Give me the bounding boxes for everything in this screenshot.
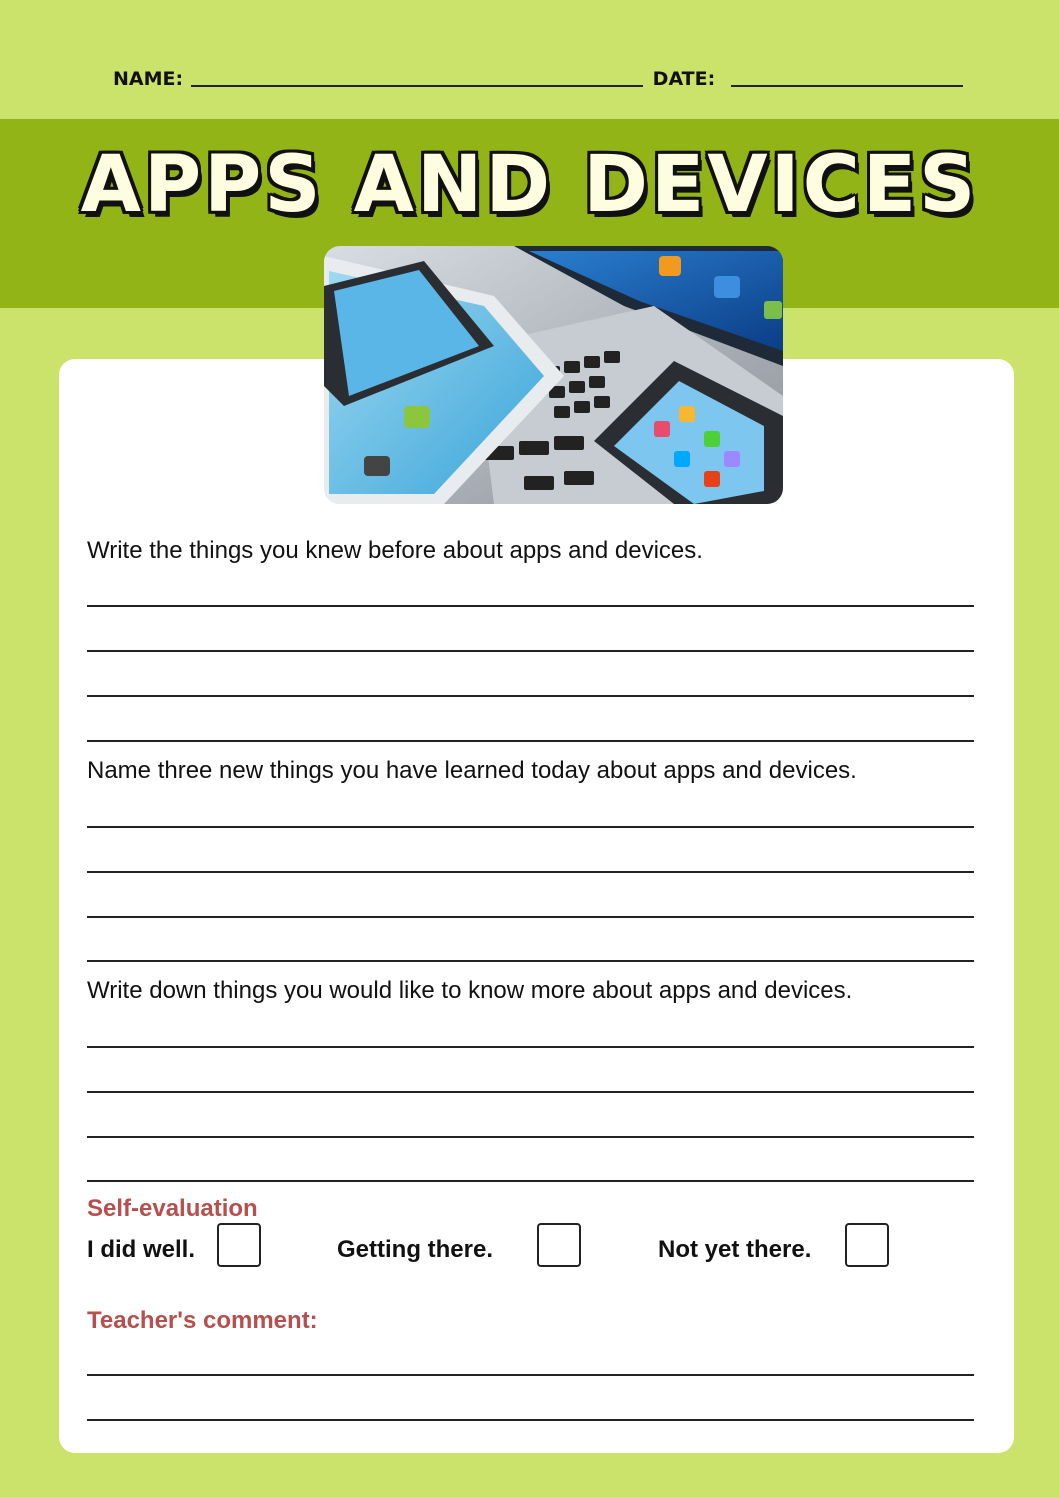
self-evaluation-heading: Self-evaluation: [87, 1195, 258, 1222]
did-well-checkbox[interactable]: [217, 1223, 261, 1267]
question-2: Name three new things you have learned today about apps and devices.: [87, 757, 857, 784]
answer-line[interactable]: [87, 695, 974, 697]
answer-line[interactable]: [87, 650, 974, 652]
question-1: Write the things you knew before about apps and devices.: [87, 537, 703, 564]
date-field[interactable]: [731, 85, 963, 87]
date-label: DATE:: [652, 68, 716, 90]
answer-line[interactable]: [87, 1091, 974, 1093]
devices-photo-icon: [324, 246, 783, 504]
question-3: Write down things you would like to know more about apps and devices.: [87, 977, 853, 1004]
answer-line[interactable]: [87, 960, 974, 962]
option-getting-there-label: Getting there.: [337, 1236, 494, 1263]
answer-line[interactable]: [87, 740, 974, 742]
worksheet-card: [59, 359, 1014, 1453]
answer-line[interactable]: [87, 1136, 974, 1138]
option-did-well-label: I did well.: [87, 1236, 196, 1263]
comment-line[interactable]: [87, 1419, 974, 1421]
answer-line[interactable]: [87, 826, 974, 828]
not-yet-checkbox[interactable]: [845, 1223, 889, 1267]
answer-line[interactable]: [87, 916, 974, 918]
name-field[interactable]: [191, 85, 643, 87]
page-title: APPS AND DEVICES: [80, 140, 979, 230]
answer-line[interactable]: [87, 1180, 974, 1182]
comment-line[interactable]: [87, 1374, 974, 1376]
getting-there-checkbox[interactable]: [537, 1223, 581, 1267]
teacher-comment-heading: Teacher's comment:: [87, 1307, 318, 1334]
answer-line[interactable]: [87, 605, 974, 607]
student-info-header: [113, 60, 963, 90]
answer-line[interactable]: [87, 871, 974, 873]
name-label: NAME:: [113, 68, 184, 90]
option-not-yet-label: Not yet there.: [658, 1236, 812, 1263]
answer-line[interactable]: [87, 1046, 974, 1048]
